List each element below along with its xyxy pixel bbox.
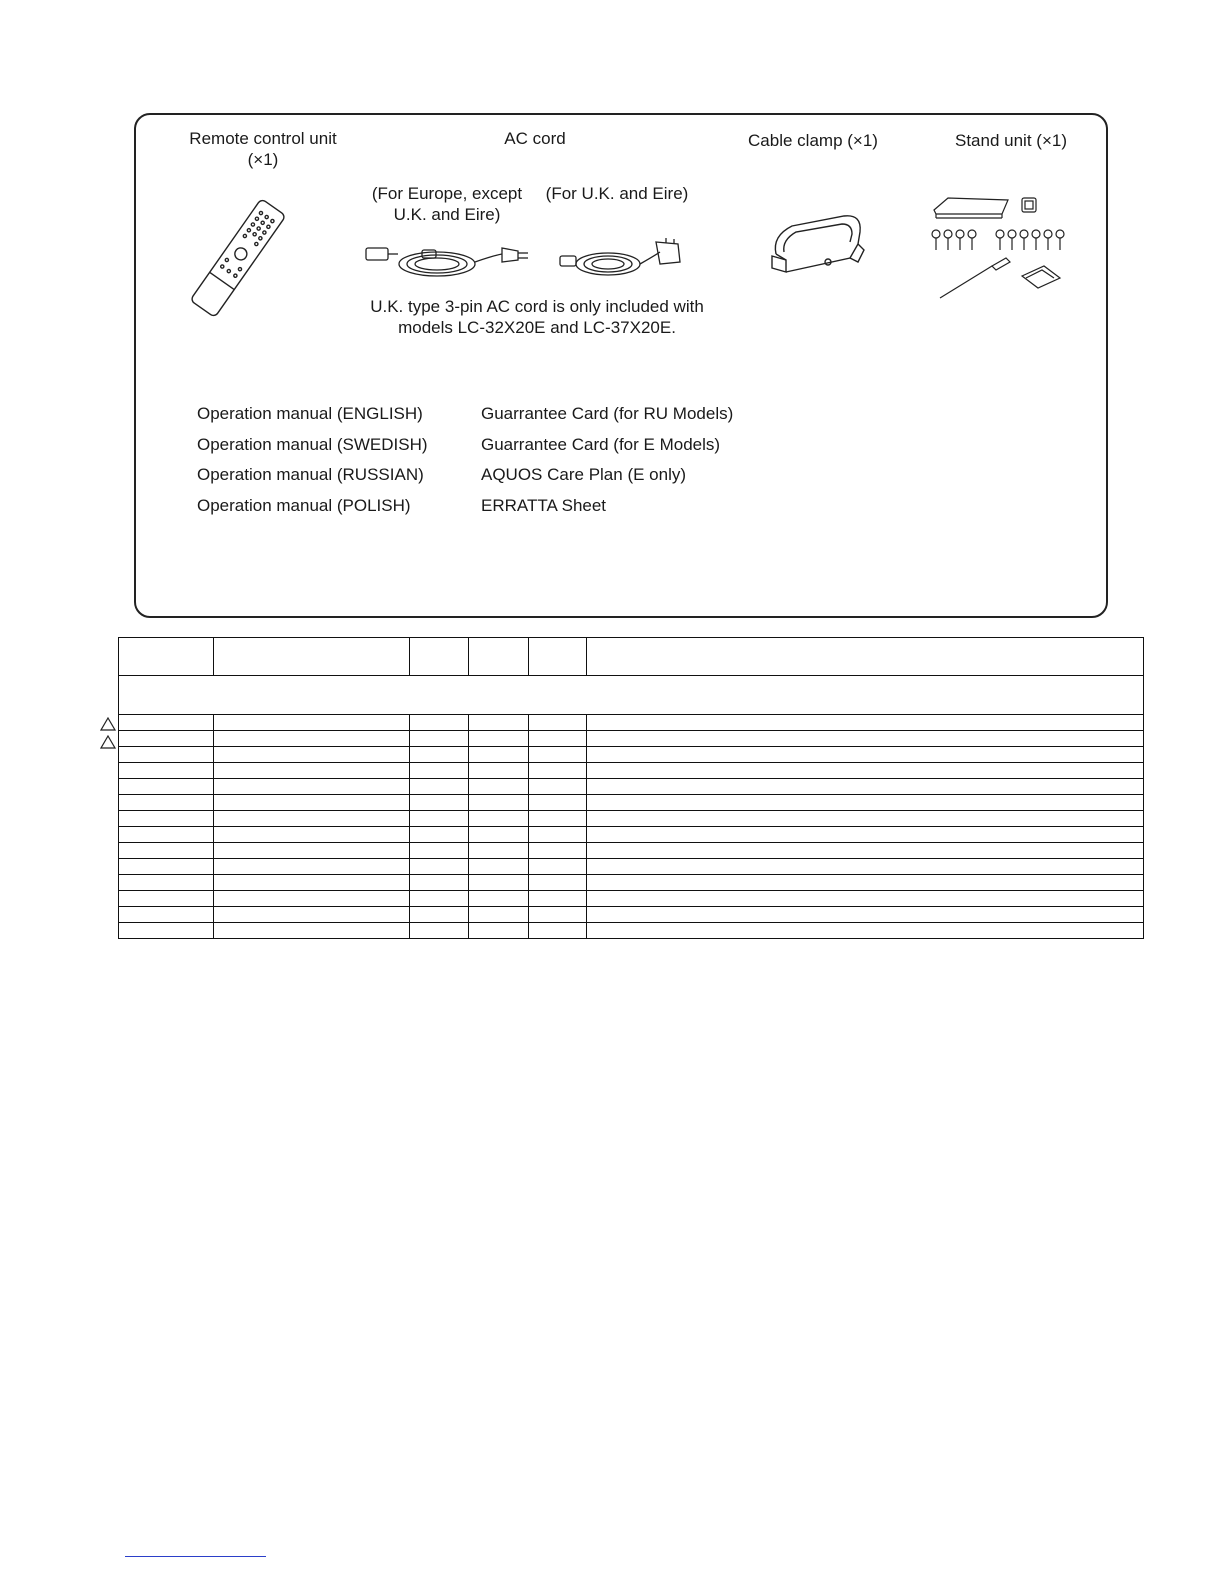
table-cell bbox=[214, 859, 410, 875]
aquos-care-plan: AQUOS Care Plan (E only) bbox=[481, 465, 687, 484]
remote-control-icon bbox=[178, 198, 298, 318]
table-cell bbox=[119, 779, 214, 795]
table-row bbox=[119, 811, 1144, 827]
table-cell bbox=[410, 923, 469, 939]
safety-triangle-icon bbox=[100, 717, 116, 731]
table-row bbox=[119, 763, 1144, 779]
table-cell bbox=[469, 859, 529, 875]
table-cell bbox=[587, 747, 1144, 763]
table-cell bbox=[119, 795, 214, 811]
table-row bbox=[119, 715, 1144, 731]
remote-control-label bbox=[178, 128, 348, 170]
table-cell bbox=[119, 747, 214, 763]
table-cell bbox=[529, 907, 587, 923]
euro-plug-cord-icon bbox=[362, 238, 532, 286]
table-cell bbox=[410, 891, 469, 907]
table-cell bbox=[214, 923, 410, 939]
table-cell bbox=[529, 843, 587, 859]
table-cell bbox=[529, 923, 587, 939]
table-cell bbox=[119, 923, 214, 939]
table-row bbox=[119, 731, 1144, 747]
table-cell bbox=[469, 747, 529, 763]
table-cell bbox=[529, 779, 587, 795]
table-cell bbox=[119, 731, 214, 747]
table-cell bbox=[587, 779, 1144, 795]
table-cell bbox=[529, 763, 587, 779]
uk-plug-cord-icon bbox=[556, 234, 686, 286]
ac-cord-note-line2: models LC-32X20E and LC-37X20E. bbox=[398, 318, 676, 337]
table-row bbox=[119, 875, 1144, 891]
table-cell bbox=[529, 875, 587, 891]
manuals-list-left bbox=[197, 399, 428, 521]
table-cell bbox=[119, 827, 214, 843]
europe-label-line1: (For Europe, except bbox=[371, 184, 523, 203]
table-cell bbox=[119, 763, 214, 779]
table-cell bbox=[410, 811, 469, 827]
table-cell bbox=[587, 827, 1144, 843]
table-section-band bbox=[119, 676, 1144, 715]
table-cell bbox=[587, 923, 1144, 939]
table-cell bbox=[587, 715, 1144, 731]
ac-cord-note-line1: U.K. type 3-pin AC cord is only included with bbox=[370, 297, 704, 316]
table-cell bbox=[214, 811, 410, 827]
table-row bbox=[119, 923, 1144, 939]
stand-unit-kit-icon bbox=[926, 192, 1078, 306]
table-cell bbox=[469, 779, 529, 795]
table-section-cell bbox=[119, 676, 1144, 715]
table-cell bbox=[119, 907, 214, 923]
table-row bbox=[119, 859, 1144, 875]
table-cell bbox=[469, 811, 529, 827]
table-cell bbox=[119, 715, 214, 731]
table-cell bbox=[469, 843, 529, 859]
table-cell bbox=[469, 827, 529, 843]
table-cell bbox=[410, 763, 469, 779]
table-cell bbox=[469, 731, 529, 747]
manual-item-english: Operation manual (ENGLISH) bbox=[197, 404, 423, 423]
table-cell bbox=[587, 859, 1144, 875]
table-row bbox=[119, 747, 1144, 763]
table-cell bbox=[469, 891, 529, 907]
ac-cord-uk-label: (For U.K. and Eire) bbox=[545, 184, 689, 203]
table-cell bbox=[469, 875, 529, 891]
guarantee-card-e: Guarrantee Card (for E Models) bbox=[481, 434, 721, 454]
table-cell bbox=[410, 747, 469, 763]
table-row bbox=[119, 779, 1144, 795]
stand-unit-label: Stand unit (×1) bbox=[955, 131, 1067, 150]
table-cell bbox=[410, 827, 469, 843]
table-cell bbox=[469, 907, 529, 923]
table-cell bbox=[410, 843, 469, 859]
table-cell bbox=[214, 827, 410, 843]
table-cell bbox=[410, 859, 469, 875]
table-cell bbox=[469, 763, 529, 779]
table-header-cell bbox=[469, 638, 529, 676]
manual-item-swedish: Operation manual (SWEDISH) bbox=[197, 434, 428, 454]
table-header-row bbox=[119, 638, 1144, 676]
table-cell bbox=[587, 875, 1144, 891]
table-cell bbox=[587, 811, 1144, 827]
manuals-list-right bbox=[481, 399, 733, 521]
table-cell bbox=[214, 907, 410, 923]
table-row bbox=[119, 827, 1144, 843]
cable-clamp-icon bbox=[762, 210, 872, 290]
table-cell bbox=[214, 795, 410, 811]
table-cell bbox=[119, 843, 214, 859]
table-row bbox=[119, 843, 1144, 859]
erratta-sheet: ERRATTA Sheet bbox=[481, 495, 607, 515]
table-cell bbox=[119, 891, 214, 907]
table-cell bbox=[410, 875, 469, 891]
footer-link-underline bbox=[125, 1556, 266, 1557]
table-cell bbox=[529, 731, 587, 747]
table-row bbox=[119, 907, 1144, 923]
table-row bbox=[119, 891, 1144, 907]
table-cell bbox=[410, 907, 469, 923]
parts-list-table bbox=[118, 637, 1144, 939]
cable-clamp-label: Cable clamp (×1) bbox=[748, 131, 878, 150]
table-header-cell bbox=[529, 638, 587, 676]
table-cell bbox=[587, 731, 1144, 747]
table-cell bbox=[214, 715, 410, 731]
table-cell bbox=[529, 795, 587, 811]
table-cell bbox=[410, 715, 469, 731]
table-cell bbox=[214, 763, 410, 779]
table-cell bbox=[529, 747, 587, 763]
remote-label-line1: Remote control unit bbox=[189, 129, 337, 148]
table-cell bbox=[214, 779, 410, 795]
table-cell bbox=[529, 891, 587, 907]
table-cell bbox=[587, 795, 1144, 811]
table-header-cell bbox=[410, 638, 469, 676]
table-cell bbox=[214, 891, 410, 907]
table-cell bbox=[214, 747, 410, 763]
table-cell bbox=[410, 795, 469, 811]
table-cell bbox=[587, 843, 1144, 859]
table-cell bbox=[469, 923, 529, 939]
ac-cord-note bbox=[342, 296, 732, 338]
table-row bbox=[119, 795, 1144, 811]
table-cell bbox=[587, 891, 1144, 907]
table-header-cell bbox=[119, 638, 214, 676]
table-cell bbox=[529, 811, 587, 827]
table-cell bbox=[119, 859, 214, 875]
table-header-cell bbox=[587, 638, 1144, 676]
parts-table-body bbox=[119, 638, 1144, 939]
table-cell bbox=[214, 843, 410, 859]
remote-label-qty: (×1) bbox=[247, 150, 279, 169]
table-cell bbox=[410, 731, 469, 747]
table-cell bbox=[469, 715, 529, 731]
table-cell bbox=[529, 715, 587, 731]
europe-label-line2: U.K. and Eire) bbox=[393, 205, 501, 224]
safety-triangle-icon bbox=[100, 735, 116, 749]
ac-cord-label: AC cord bbox=[504, 129, 566, 148]
manual-item-russian: Operation manual (RUSSIAN) bbox=[197, 465, 424, 484]
guarantee-card-ru: Guarrantee Card (for RU Models) bbox=[481, 404, 734, 423]
table-cell bbox=[410, 779, 469, 795]
table-cell bbox=[529, 859, 587, 875]
table-cell bbox=[587, 763, 1144, 779]
table-cell bbox=[587, 907, 1144, 923]
table-cell bbox=[214, 875, 410, 891]
table-header-cell bbox=[214, 638, 410, 676]
table-cell bbox=[214, 731, 410, 747]
table-cell bbox=[469, 795, 529, 811]
table-cell bbox=[119, 875, 214, 891]
table-cell bbox=[529, 827, 587, 843]
table-cell bbox=[119, 811, 214, 827]
manual-item-polish: Operation manual (POLISH) bbox=[197, 495, 411, 515]
ac-cord-europe-label bbox=[352, 183, 542, 225]
